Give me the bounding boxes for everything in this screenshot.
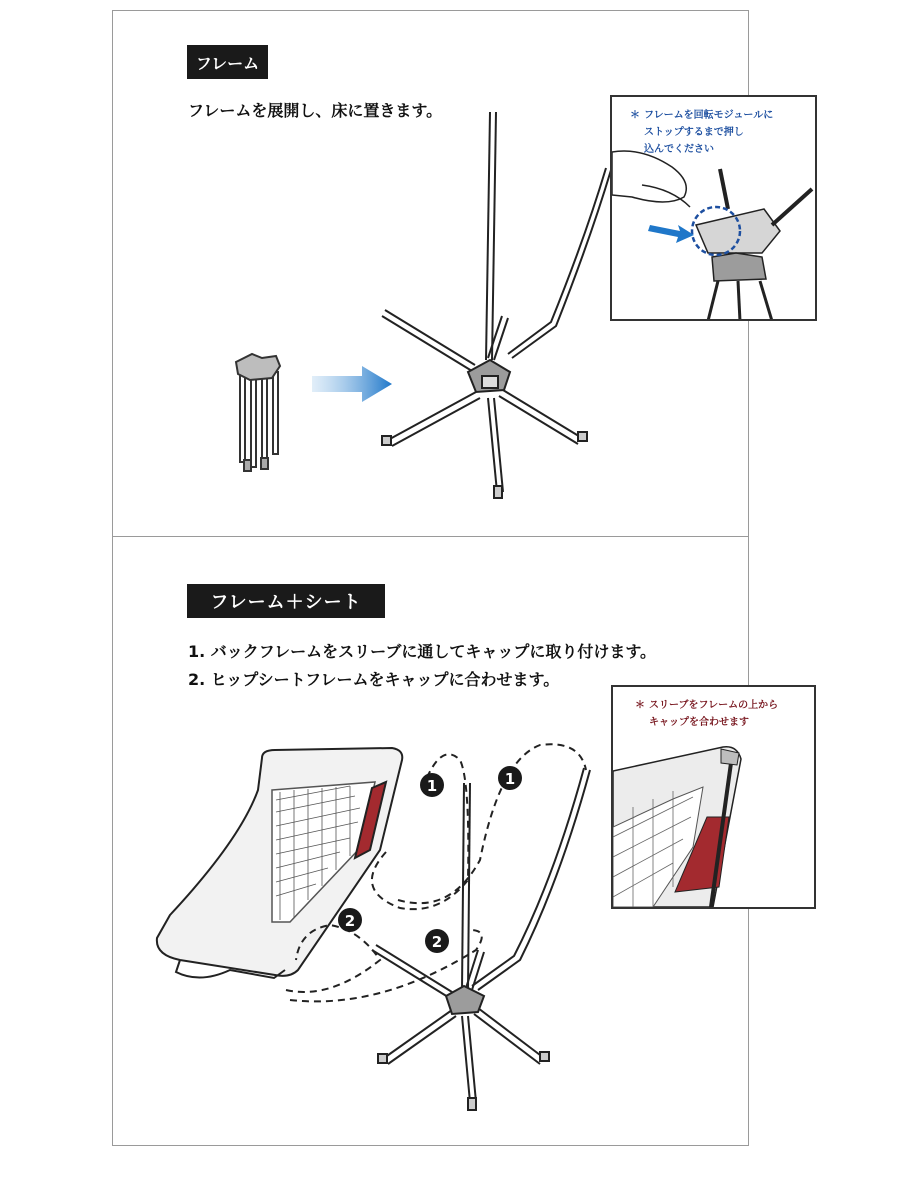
sleeve-cap-illustration xyxy=(613,687,816,909)
expanded-frame-icon xyxy=(382,112,611,498)
detail-inset-rotation-module xyxy=(610,95,817,321)
step-marker-2a xyxy=(338,908,362,932)
note2-line-1: スリーブをフレームの上から xyxy=(649,700,779,711)
step-marker-1a xyxy=(420,773,444,797)
svg-text:2: 2 xyxy=(431,933,443,951)
note1-line-1: フレームを回転モジュールに xyxy=(644,110,774,121)
step-marker-2b xyxy=(425,929,449,953)
section1-label: フレーム xyxy=(187,45,268,79)
detail-inset-sleeve-cap xyxy=(611,685,816,909)
arrow-right-icon xyxy=(312,366,392,402)
section2-steps xyxy=(188,638,656,694)
section2-label: フレーム＋シート xyxy=(187,584,385,618)
folded-frame-icon xyxy=(236,354,280,471)
note1-line-2: ストップするまで押し xyxy=(644,127,744,138)
note-asterisk-2: ＊ xyxy=(635,700,645,711)
step-marker-1b xyxy=(498,766,522,790)
section1-instruction: フレームを展開し、床に置きます。 xyxy=(188,101,443,120)
hand-insert-illustration xyxy=(612,97,817,321)
note2-line-2: キャップを合わせます xyxy=(649,717,749,728)
svg-text:1: 1 xyxy=(504,770,516,788)
note1-line-3: 込んでください xyxy=(644,144,714,155)
svg-text:2: 2 xyxy=(344,912,356,930)
svg-text:1: 1 xyxy=(426,777,438,795)
step-2-text: 2. ヒップシートフレームをキャップに合わせます。 xyxy=(188,670,560,689)
note-asterisk: ＊ xyxy=(630,110,640,121)
step-1-text: 1. バックフレームをスリーブに通してキャップに取り付けます。 xyxy=(188,642,657,661)
